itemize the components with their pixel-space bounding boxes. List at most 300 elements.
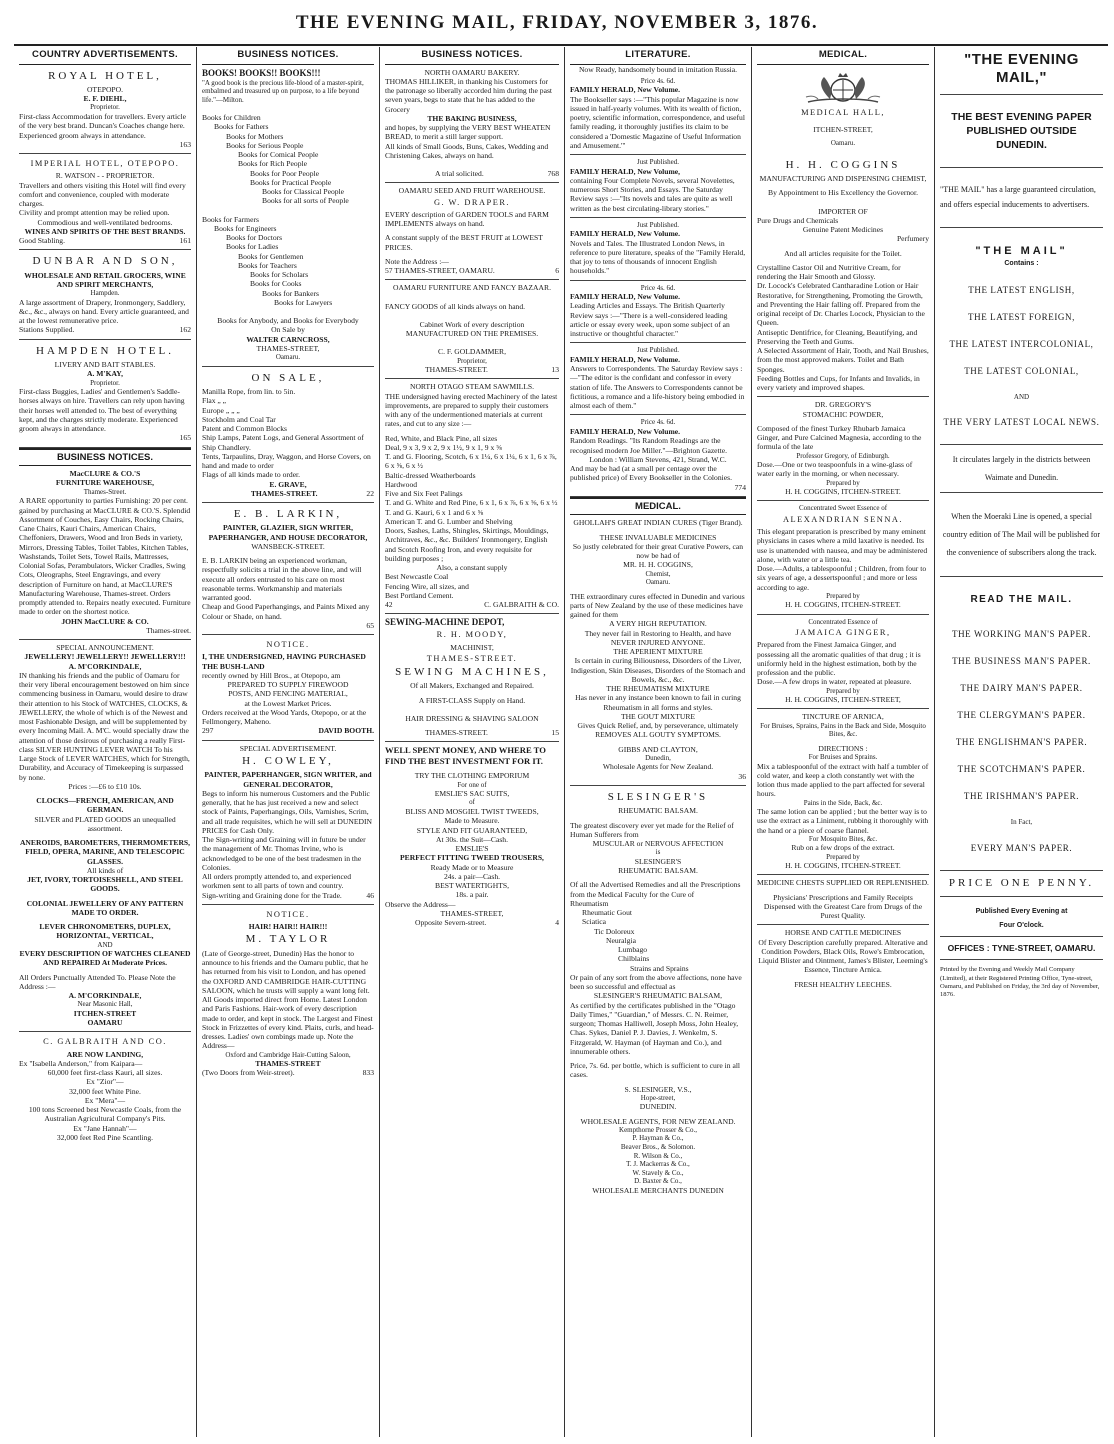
ad-text: Prepared by — [826, 686, 860, 695]
ad-title: FAMILY HERALD, New Volume, — [570, 166, 681, 176]
column-header: LITERATURE. — [570, 47, 746, 65]
ad-title: SLESINGER'S — [607, 790, 709, 803]
ad-price: Price 4s. 6d. — [640, 283, 676, 292]
ad-line: POSTS, AND FENCING MATERIAL, — [228, 689, 348, 699]
ad-text: FANCY GOODS of all kinds always on hand. — [385, 301, 526, 311]
ad-line: Made to Measure. — [444, 816, 500, 826]
ad-subtitle: For Bruises, Sprains, Pains in the Back and Side, Mosquito Bites, &c. — [760, 721, 926, 739]
column-evening-mail — [935, 47, 1108, 1437]
ad-line: Wholesale Agents for New Zealand. — [602, 762, 714, 772]
ad-text: Random Readings. "Its Random Readings are the recognised modern Joe Miller."—Brighton Gazette. — [570, 436, 728, 455]
column-country-ads — [14, 47, 197, 1437]
mail-item: THE LATEST COLONIAL, — [964, 365, 1079, 376]
ad-line: Perfumery — [896, 234, 929, 244]
ad-kicker: Concentrated Sweet Essence of — [798, 504, 888, 513]
sawmill-item: T. and G. Flooring, Scotch, 6 x 1¼, 6 x 1¼, 6 x 1, 6 x ⅞, 6 x ⅝, 6 x ½ — [385, 452, 557, 471]
ad-signature: WALTER CARNCROSS, — [246, 334, 330, 344]
ad-number: 833 — [362, 1068, 374, 1078]
ad-price: Just Published. — [636, 158, 679, 167]
book-line: Books for Engineers — [214, 223, 277, 233]
sawmill-item: American T. and G. Lumber and Shelving — [385, 516, 513, 526]
ad-line: REMOVES ALL GOUTY SYMPTOMS. — [595, 730, 721, 740]
ad-text: A constant supply of the BEST FRUIT at LOWEST PRICES. — [385, 233, 543, 252]
ad-line: JET, IVORY, TORTOISESHELL, AND STEEL GOODS. — [27, 875, 183, 894]
ad-text: The same lotion can be applied ; but the better way is to use the extract as a Liniment, rubbing it thoroughly with the hand or a piece of coarse flannel. — [757, 807, 929, 835]
ad-line: Has never in any instance been known to fail in curing Rheumatism in all forms and styles. — [575, 693, 741, 712]
ad-number: 162 — [179, 325, 191, 335]
ad-text: Commodious and well-ventilated bedrooms. — [37, 217, 173, 227]
agent-item: D. Baxter & Co., — [634, 1177, 682, 1186]
ad-text: WINES AND SPIRITS OF THE BEST BRANDS. — [24, 226, 186, 236]
ad-line: 32,000 feet Red Pine Scantling. — [56, 1132, 154, 1142]
ad-dunbar — [19, 250, 191, 339]
ad-number: 22 — [366, 488, 374, 498]
ad-number: 15 — [551, 728, 559, 738]
ad-text: FRESH HEALTHY LEECHES. — [794, 979, 892, 989]
ad-title: E. B. LARKIN, — [233, 508, 343, 521]
ad-text: MANUFACTURED ON THE PREMISES. — [405, 329, 539, 339]
ad-text: Composed of the finest Turkey Rhubarb Jamaica Ginger, and Pure Calcined Magnesia, according to the formula of the late — [757, 423, 922, 452]
ad-line: COLONIAL JEWELLERY OF ANY PATTERN MADE TO ORDER. — [26, 898, 184, 917]
ad-text: EVERY description of GARDEN TOOLS and FARM IMPLEMENTS always on hand. — [385, 209, 549, 229]
ailment-item: Sciatica — [582, 917, 607, 927]
ad-kicker: SPECIAL ADVERTISEMENT. — [239, 743, 337, 753]
ad-number: 297 — [202, 726, 214, 736]
ad-text: A trial solicited. — [435, 169, 484, 179]
agent-item: Kempthorne Prosser & Co., — [619, 1125, 697, 1134]
ad-hampden-hotel — [19, 340, 191, 448]
ad-title: ALEXANDRIAN SENNA. — [782, 514, 904, 524]
book-line: Books for Mothers — [226, 131, 284, 141]
agent-item: W. Stavely & Co., — [632, 1168, 684, 1177]
mail-paper: THE SCOTCHMAN'S PAPER. — [957, 764, 1086, 775]
ad-title: BOOKS! BOOKS!! BOOKS!!! — [202, 67, 321, 78]
ad-text: Best Newcastle Coal — [385, 572, 449, 582]
mail-heading: "THE MAIL" — [975, 244, 1068, 257]
ad-family-herald-6 — [570, 415, 746, 496]
ad-goldammer — [385, 280, 559, 379]
ailment-item: Rheumatism — [570, 898, 609, 908]
ad-line: They never fail in Restoring to Health, and have — [584, 628, 732, 638]
ad-subtitle: FURNITURE WAREHOUSE, — [55, 478, 155, 488]
ad-signature-place: THAMES-STREET. — [425, 365, 488, 375]
ad-line: TRY THE CLOTHING EMPORIUM — [414, 771, 530, 781]
ailment-item: Rheumatic Gout — [582, 908, 632, 918]
ad-on-sale — [202, 367, 374, 503]
ad-family-herald-3 — [570, 218, 746, 281]
ad-text: Answers to Correspondents. The Saturday Review says :—"The editor is the confidant and confessor in every station of life. The Answers to Correspondents cannot be fictitious, a romance and a life-history being embodied in almost each of them." — [570, 364, 745, 411]
ad-title: NOTICE. — [266, 909, 310, 919]
ad-text: and hopes, by supplying the VERY BEST WHEATEN BREAD, to merit a still larger support. — [385, 123, 551, 142]
ad-line: is — [655, 848, 661, 857]
ad-line: MUSCULAR or NERVOUS AFFECTION — [592, 839, 724, 849]
book-line: Books for Rich People — [238, 159, 307, 169]
ad-slesinger — [570, 786, 746, 1199]
ad-signature: S. SLESINGER, V.S., — [624, 1084, 692, 1094]
ad-number: 768 — [547, 169, 559, 179]
sawmill-item: Five and Six Feet Palings — [385, 489, 463, 499]
ad-line: 18s. a pair. — [455, 890, 489, 900]
ad-line: SLESINGER'S RHEUMATIC BALSAM, — [593, 991, 723, 1001]
sale-item: Patent and Common Blocks — [202, 424, 288, 434]
mail-text: It circulates largely in the districts between Waimate and Dunedin. — [952, 455, 1091, 482]
ad-text: Prepared from the Finest Jamaica Ginger, and possessing all the aromatic qualities of that drug ; it is uniformly held in the highest estimation, both by the profession and the public. — [757, 640, 921, 678]
book-line: Books for Cooks — [250, 279, 302, 289]
ad-signature: H. H. COGGINS, ITCHEN-STREET. — [785, 487, 901, 497]
ad-subtitle: WHOLESALE AND RETAIL GROCERS, WINE AND SPIRIT MERCHANTS, — [24, 270, 186, 289]
ad-line: AND — [97, 940, 113, 949]
ad-text: containing Four Complete Novels, several Novelettes, numerous Short Stories, and Essays. The Saturday Review says :—"Its novels and tales are quite as well written as the best circulating-library stories." — [570, 175, 735, 213]
sale-item: Ship Lamps, Patent Logs, and General Assortment of Ship Chandlery. — [202, 433, 364, 452]
ad-booth — [202, 635, 374, 741]
mail-text: When the Moeraki Line is opened, a special country edition of The Mail will be published for the convenience of subscribers along the track. — [942, 512, 1101, 557]
ad-title: ON SALE, — [251, 371, 325, 384]
ad-number: 6 — [555, 266, 559, 276]
ad-signature-place: THAMES-STREET, — [256, 343, 320, 353]
ad-line: GIBBS AND CLAYTON, — [618, 744, 698, 754]
ad-line: THESE INVALUABLE MEDICINES — [599, 532, 717, 542]
ad-line: CLOCKS—FRENCH, AMERICAN, AND GERMAN. — [36, 796, 174, 815]
ad-line: Near Masonic Hall, — [77, 1000, 133, 1009]
ad-signature: JOHN MacCLURE & CO. — [61, 616, 149, 626]
book-line: Books for Scholars — [250, 270, 309, 280]
sale-item: Manilla Rope, from lin. to 5in. — [202, 387, 296, 397]
ad-footer: Good Stabling. — [19, 236, 65, 246]
ad-kicker: Concentrated Essence of — [808, 617, 878, 626]
ad-jewellery — [19, 640, 191, 1032]
ad-place: OTEPOPO. — [86, 84, 124, 94]
ad-price: Just Published. — [636, 220, 679, 229]
ad-address: Oxford and Cambridge Hair-Cutting Saloon, — [225, 1050, 351, 1059]
ad-place: THAMES-STREET. — [426, 653, 518, 663]
ad-text: Cheap and Good Paperhangings, and Paints Mixed any Colour or Shade, on hand. — [202, 602, 370, 621]
ad-number: 46 — [366, 890, 374, 900]
ad-subtitle: RHEUMATIC BALSAM. — [618, 806, 698, 816]
ad-title: FAMILY HERALD, New Volume. — [570, 229, 681, 239]
ad-cowley — [202, 741, 374, 905]
ad-number: 165 — [179, 433, 191, 443]
ad-horse — [757, 925, 929, 993]
book-line: Books for Bankers — [262, 288, 319, 298]
ad-text: Civility and prompt attention may be relied upon. — [19, 208, 170, 218]
ad-signature: H. H. COGGINS, ITCHEN-STREET. — [785, 861, 901, 871]
ad-line: 100 tons Screened best Newcastle Coals, from the Australian Agricultural Company's Pits. — [28, 1105, 182, 1124]
ad-text: Rub on a few drops of the extract. — [791, 843, 895, 853]
ad-line: Genuine Patent Medicines — [802, 225, 884, 235]
ad-address: THAMES-STREET — [255, 1059, 321, 1069]
ad-signature-town: DUNEDIN. — [639, 1102, 677, 1112]
ad-number: 13 — [551, 365, 559, 375]
ad-text: Mix a tablespoonful of the extract with half a tumbler of cold water, and keep a cloth constantly wet with the lotion thus made applied to the part affected for several hours. — [757, 761, 929, 799]
ad-line: All Orders Punctually Attended To. Please Note the Address :— — [19, 972, 176, 991]
ad-title: NOTICE. — [266, 640, 310, 650]
ad-text: Prepared by — [826, 478, 860, 487]
ad-text: Leading Articles and Essays. The British Quarterly Review says :—"There is a well-considered leading article or essay every week, upon some subject of an instructive or thoughtful character." — [570, 301, 730, 339]
royal-arms-icon — [788, 71, 898, 105]
ad-text: Dose.—A few drops in water, repeated at pleasure. — [757, 677, 912, 687]
ad-line: THE GOUT MIXTURE — [620, 711, 696, 721]
ad-line: DIRECTIONS : — [818, 743, 868, 753]
ailment-item: Lumbago — [618, 945, 648, 955]
ad-text: Of all the Advertised Remedies and all the Prescriptions from the Medical Faculty for the Cure of — [570, 880, 741, 899]
ad-family-herald-5 — [570, 343, 746, 415]
ad-text: Professor Gregory, of Edinburgh. — [796, 451, 890, 460]
ad-line: So justly celebrated for their great Curative Powers, can now be had of — [572, 541, 744, 561]
ad-line: Pure Drugs and Chemicals — [757, 215, 839, 225]
ailment-item: Neuralgia — [606, 935, 636, 945]
ad-price: Price 4s. 6d. — [640, 418, 676, 427]
ad-proprietor: R. WATSON - - PROPRIETOR. — [55, 171, 155, 181]
ad-signature: E. GRAVE, — [269, 479, 307, 489]
ad-number: 4 — [555, 918, 559, 928]
masthead-rule — [14, 44, 1108, 46]
newspaper-columns — [14, 47, 1108, 1437]
column-header: BUSINESS NOTICES. — [202, 47, 374, 65]
ad-line: Observe the Address— — [385, 899, 456, 909]
ad-name: R. H. MOODY, — [436, 630, 508, 640]
ad-number: 774 — [734, 482, 746, 492]
ad-signature-place: Hope-street, — [640, 1093, 676, 1102]
product-item: Antiseptic Dentifrice, for Cleaning, Beautifying, and Preserving the Teeth and Gums. — [757, 327, 918, 346]
ailment-item: Strains and Sprains — [630, 963, 689, 973]
ad-number: 65 — [366, 620, 374, 630]
ad-gregory — [757, 397, 929, 501]
ad-place: ITCHEN-STREET, — [813, 124, 873, 134]
ad-line: PERFECT FITTING TWEED TROUSERS, — [400, 853, 544, 863]
ad-sawmills — [385, 379, 559, 614]
ad-text: Of all Makers, Exchanged and Repaired. — [410, 681, 534, 691]
ad-line: Ex "Isabella Anderson," from Kaipara— — [19, 1058, 143, 1068]
ad-text: IN thanking his friends and the public of Oamaru for their very liberal encouragement bestowed on him since commencing business in Oamaru, would desire to draw their attention to his Stock of WATCHES, CLOCKS, & JEWELLERY, the whole of which is of the Newest and most Fashionable Design, and will be supplemented by every Incoming Mail. A. M'C. would specially draw the attention of those desirous of purchasing a really First-class SILVER HUNTING LEVER WATCH To his Large Stock of LEVER WATCHES, which for Strength, Durability, and Accuracy of Timekeeping is surpassed by none. — [19, 670, 190, 782]
ad-text: A FIRST-CLASS Supply on Hand. — [418, 695, 526, 705]
ailment-item: Tic Doloreux — [594, 926, 635, 936]
ad-line: Ex "Zior"— — [86, 1077, 124, 1087]
ad-line: Gives Quick Relief, and, by perseverance, ultimately — [577, 721, 739, 731]
ad-line: WHOLESALE AGENTS, FOR NEW ZEALAND. — [580, 1116, 736, 1126]
ad-price: Price 4s. 6d. — [640, 76, 676, 85]
ad-title: NORTH OTAGO STEAM SAWMILLS. — [409, 382, 535, 392]
ad-title: FAMILY HERALD, New Volume. — [570, 292, 681, 302]
product-item: Feeding Bottles and Cups, for Infants and Invalids, in every variety and improved shapes. — [757, 373, 920, 393]
ad-line: RHEUMATIC BALSAM. — [618, 866, 698, 876]
book-line: Books for Comical People — [238, 150, 319, 160]
ad-text: All orders promptly attended to, and experienced workmen sent to all parts of town and country. — [202, 872, 352, 891]
column-header: COUNTRY ADVERTISEMENTS. — [19, 47, 191, 65]
ad-signature: H. H. COGGINS, ITCHEN-STREET. — [785, 600, 901, 610]
ad-place: Thames-Street. — [83, 487, 127, 496]
ad-text: Best Portland Cement. — [385, 590, 454, 600]
ad-text: (Late of George-street, Dunedin) Has the honor to announce to his friends and the Oamaru public, that he has returned from his visit to London, and has opened the OXFORD AND CAMBRIDGE HAIR-CUTTING SALOON, which he trusts will supply a want long felt. All Goods imported direct from Home. Latest London and Paris Fashions. Hair-work of every description made to order, and kept in stock. The Largest and Finest Stock in Frizzettes of every kind. Plaits, curls, and head-dresses. Ladies' own combings made up. Note the Address— — [202, 948, 374, 1051]
ad-town: Oamaru. — [830, 139, 856, 148]
product-item: Crystalline Castor Oil and Nutritive Cream, for rendering the Hair Smooth and Glossy. — [757, 262, 901, 282]
ad-title: ROYAL HOTEL, — [48, 69, 162, 82]
mail-item: THE LATEST ENGLISH, — [968, 284, 1075, 295]
ad-subtitle: PAINTER, GLAZIER, SIGN WRITER, PAPERHANGER, AND HOUSE DECORATOR, — [208, 523, 368, 542]
ad-family-herald-2 — [570, 155, 746, 218]
ad-line: 32,000 feet White Pine. — [69, 1086, 141, 1096]
ad-text: And may be had (at a small per centage over the published price) of Every Bookseller in the Colonies. — [570, 464, 732, 483]
ad-text: Books for Anybody, and Books for Everybody — [217, 316, 359, 326]
mail-title: "THE EVENING MAIL," — [964, 51, 1079, 87]
ad-line: Ex "Mera"— — [84, 1095, 126, 1105]
ad-line: NEVER INJURED ANYONE. — [610, 637, 706, 647]
book-line: Books for Teachers — [238, 260, 297, 270]
ad-larkin — [202, 503, 374, 635]
ad-signature: H. H. COGGINS, ITCHEN-STREET, — [785, 695, 901, 705]
ad-subtitle: LIVERY AND BAIT STABLES. — [54, 360, 156, 370]
ad-title: HORSE AND CATTLE MEDICINES — [784, 928, 902, 938]
ad-text: Fencing Wire, all sizes, and — [385, 581, 469, 591]
ad-proprietor: A. M'KAY, — [87, 369, 123, 379]
ad-line: I, THE UNDERSIGNED, HAVING PURCHASED THE BUSH-LAND — [202, 652, 366, 671]
ad-text: This elegant preparation is prescribed by many eminent physicians in cases where a mild laxative is needed. Its use is unattended with nauseа, and may be administered alone, with water or a little tea. — [757, 527, 928, 564]
agent-item: P. Hayman & Co., — [632, 1134, 684, 1143]
ad-line: 24s. a pair—Cash. — [443, 871, 501, 881]
mail-paper: THE CLERGYMAN'S PAPER. — [957, 710, 1086, 721]
ad-line: Dunedin, — [645, 753, 671, 762]
mail-offices: OFFICES : TYNE-STREET, OAMARU. — [947, 943, 1096, 954]
ad-draper — [385, 183, 559, 280]
ad-line: SILVER and PLATED GOODS an unequalled assortment. — [34, 814, 176, 833]
ad-line: For Mosquito Bites, &c. — [808, 834, 878, 843]
ad-title: DUNBAR AND SON, — [32, 255, 178, 268]
literature-intro: Now Ready, handsomely bound in imitation Russia. — [578, 64, 738, 74]
column-literature — [565, 47, 752, 1437]
mail-paper: THE ENGLISHMAN'S PAPER. — [955, 737, 1088, 748]
ad-title: NORTH OAMARU BAKERY. — [424, 67, 520, 77]
ad-title: DR. GREGORY'S — [814, 400, 872, 410]
section-header: MEDICAL. — [570, 497, 746, 516]
book-line: Books for Practical People — [250, 177, 332, 187]
ad-place: Hampden. — [90, 289, 120, 298]
sawmill-item: Deal, 9 x 3, 9 x 2, 9 x 1½, 9 x 1, 9 x ⅝ — [385, 442, 502, 452]
book-line: Books for all sorts of People — [262, 196, 349, 206]
ad-subtitle: PAINTER, PAPERHANGER, SIGN WRITER, and GENERAL DECORATOR, — [204, 770, 372, 789]
book-line: Books for Serious People — [226, 140, 304, 150]
ad-name: M. TAYLOR — [245, 933, 331, 946]
ad-line: STYLE AND FIT GUARANTEED, — [416, 825, 528, 835]
ad-proprietor-title: Proprietor. — [90, 103, 120, 112]
ad-publisher: London : William Stevens, 421, Strand, W.C. — [589, 454, 727, 464]
ad-line: ANEROIDS, BAROMETERS, THERMOMETERS, FIELD, OPERA, MARINE, AND TELESCOPIC GLASSES. — [19, 838, 191, 866]
ad-signature: C. GALBRAITH & CO. — [484, 600, 559, 610]
ad-price: Just Published. — [636, 346, 679, 355]
ad-text: Sign-writing and Graining done for the Trade. — [202, 890, 342, 900]
ad-title: TINCTURE OF ARNICA, — [802, 712, 884, 722]
ad-line: OAMARU — [87, 1018, 123, 1028]
ad-chests — [757, 875, 929, 925]
agent-item: Beaver Bros., & Solomon. — [620, 1142, 696, 1151]
ad-place: WANSBECK-STREET. — [251, 541, 325, 551]
ad-senna — [757, 501, 929, 614]
ad-gholah — [570, 515, 746, 786]
ad-line: All kinds of — [86, 865, 124, 875]
ad-emslie — [385, 742, 559, 931]
ad-title: JEWELLERY! JEWELLERY!! JEWELLERY!!! — [24, 652, 186, 662]
ad-line: PREPARED TO SUPPLY FIREWOOD — [227, 680, 349, 690]
ad-line: A. M'CORKINDALE, — [68, 991, 142, 1001]
ad-text: Prepared by — [826, 591, 860, 600]
ad-bakery — [385, 65, 559, 184]
ad-signature: DAVID BOOTH. — [318, 726, 374, 736]
ad-text: Travellers and others visiting this Hotel will find every comfort and convenience, coupled with moderate charges. — [19, 180, 186, 209]
ad-line: Ready Made or to Measure — [430, 862, 514, 872]
sale-item: Flax „ „ — [202, 396, 227, 406]
ad-title: WELL SPENT MONEY, AND WHERE TO FIND THE BEST INVESTMENT FOR IT. — [385, 745, 546, 766]
ad-title: HAMPDEN HOTEL. — [36, 344, 174, 357]
ad-text: Or pain of any sort from the above affections, none have been so successful and effectual as — [570, 972, 742, 992]
ad-subtitle: STOMACHIC POWDER, — [802, 409, 884, 419]
book-line: Books for Classical People — [262, 187, 345, 197]
ad-line: Chemist, — [645, 569, 671, 578]
sawmill-item: Hardwood — [385, 479, 418, 489]
ad-imperial-hotel — [19, 154, 191, 250]
ad-subtitle: MACHINIST, — [450, 642, 494, 652]
ad-royal-hotel — [19, 65, 191, 154]
ad-text: Dose.—Adults, a tablespoonful ; Children, from four to six years of age, a dessertspoonful ; and more or less according to age. — [757, 564, 927, 592]
ad-number: 36 — [738, 771, 746, 781]
ad-line: Pains in the Side, Back, &c. — [803, 798, 883, 807]
ad-subtitle: SEWING MACHINES, — [395, 666, 549, 679]
column-header: BUSINESS NOTICES. — [385, 47, 559, 65]
ad-books — [202, 65, 374, 367]
mail-item: THE VERY LATEST LOCAL NEWS. — [943, 417, 1100, 428]
ad-line: WHOLESALE MERCHANTS DUNEDIN — [592, 1185, 724, 1195]
ad-title: MEDICAL HALL, — [801, 107, 885, 117]
mail-paper: THE DAIRY MAN'S PAPER. — [960, 683, 1083, 694]
ad-quote: "A good book is the precious life-blood of a master-spirit, embalmed and treasured up on purpose, to a life beyond life."—Milton. — [202, 78, 364, 104]
ad-line: Oamaru. — [645, 578, 671, 587]
ailment-item: Chilblains — [618, 954, 650, 964]
ad-ginger — [757, 615, 929, 710]
ad-line: THE RHEUMATISM MIXTURE — [606, 684, 710, 694]
column-business-notices-2 — [380, 47, 565, 1437]
ad-name: A. M'CORKINDALE, — [68, 661, 142, 671]
ad-text: Price, 7s. 6d. per bottle, which is sufficient to cure in all cases. — [570, 1061, 741, 1080]
ad-title: OAMARU FURNITURE AND FANCY BAZAAR. — [392, 283, 551, 293]
ad-line: IMPORTER OF — [818, 206, 868, 216]
ad-arnica — [757, 709, 929, 875]
book-line: Books for Farmers — [202, 214, 259, 224]
book-line: Books for Gentlemen — [238, 251, 304, 261]
ad-moody — [385, 614, 559, 742]
ad-text: A large assortment of Drapery, Ironmongery, Saddlery, &c., &c., always on hand. Every article guaranteed, and at the lowest remunerative price. — [19, 297, 189, 326]
book-line: Books for Poor People — [250, 168, 319, 178]
ad-line: LEVER CHRONOMETERS, DUPLEX, HORIZONTAL, VERTICAL, — [39, 922, 171, 941]
ad-medical-hall — [757, 65, 929, 398]
ad-place: THAMES-STREET. — [425, 728, 488, 738]
mail-item: THE LATEST FOREIGN, — [968, 311, 1075, 322]
ad-subtitle: MANUFACTURING AND DISPENSING CHEMIST, — [759, 174, 927, 184]
ad-title: FAMILY HERALD, New Volume. — [570, 427, 681, 437]
ad-line: of — [469, 798, 475, 807]
ad-galbraith — [19, 1032, 191, 1146]
ad-line: EVERY DESCRIPTION OF WATCHES CLEANED AND REPAIRED At Moderate Prices. — [19, 949, 191, 968]
ad-title: MEDICINE CHESTS SUPPLIED OR REPLENISHED. — [757, 878, 929, 888]
mail-paper: THE WORKING MAN'S PAPER. — [951, 629, 1092, 640]
ad-title: SEWING-MACHINE DEPOT, — [385, 617, 505, 628]
mail-paper: EVERY MAN'S PAPER. — [970, 842, 1073, 853]
ad-number: 42 — [385, 600, 393, 610]
ad-text: All kinds of Small Goods, Buns, Cakes, Wedding and Christening Cakes, always on hand. — [385, 141, 549, 160]
ad-signature-town: Oamaru. — [275, 353, 301, 362]
mail-contains: Contains : — [1004, 260, 1039, 268]
ad-subtitle: HAIR! HAIR!! HAIR!!! — [248, 922, 328, 932]
sale-item: Europe „ „ „ — [202, 405, 240, 415]
mail-text: Four O'clock. — [999, 921, 1044, 929]
ad-line: For one of — [457, 780, 487, 789]
ad-name: H. H. COGGINS — [785, 158, 901, 171]
